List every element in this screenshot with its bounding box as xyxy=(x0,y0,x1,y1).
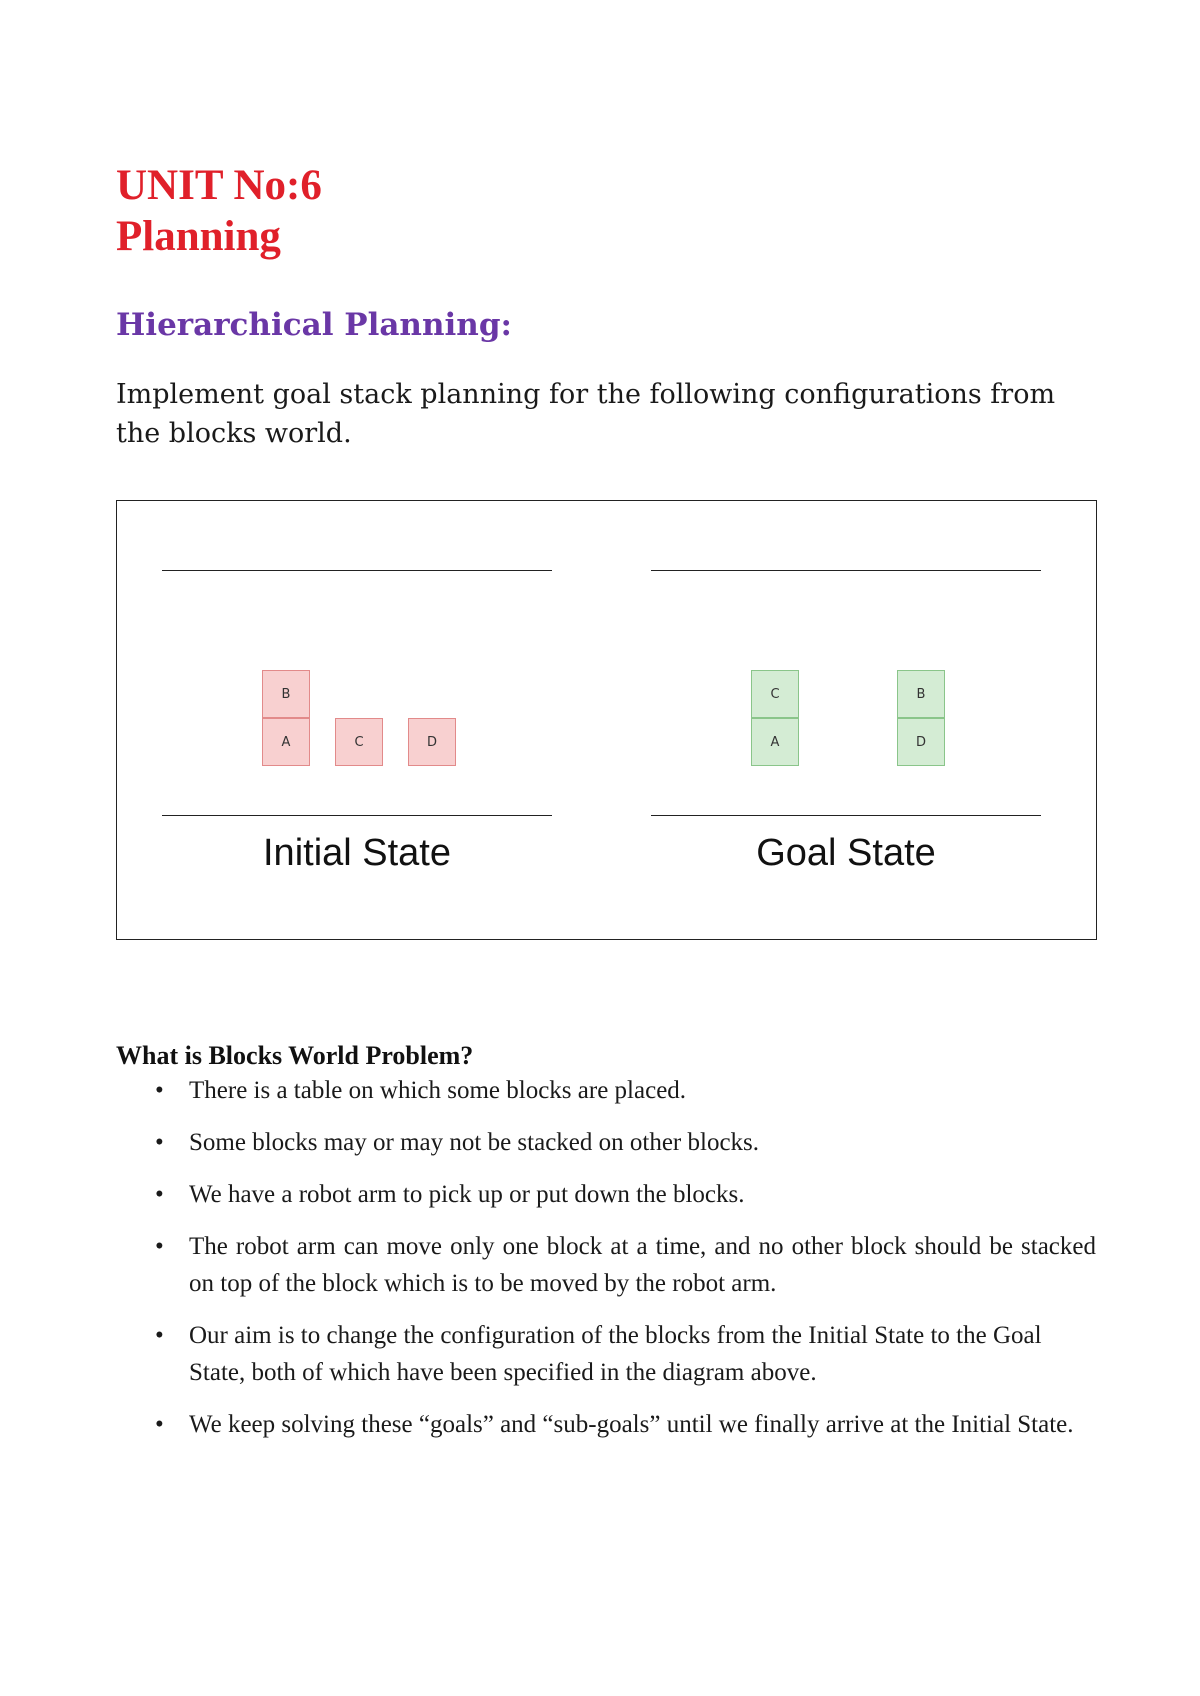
list-item-text: We keep solving these “goals” and “sub-goals” until we finally arrive at the Initial State. xyxy=(189,1411,1074,1438)
list-item-text: The robot arm can move only one block at a time, and no other block should be stacked on top of the block which is to be moved by the robot arm. xyxy=(189,1233,1096,1297)
goal-block-b: B xyxy=(897,670,945,718)
unit-title xyxy=(116,160,322,262)
section-heading: Hierarchical Planning: xyxy=(116,307,512,343)
goal-block-a: A xyxy=(751,718,799,766)
list-item-text: Our aim is to change the configuration of the blocks from the Initial State to the Goal State, both of which have been specified in the diagram above. xyxy=(189,1322,1042,1386)
intro-paragraph: Implement goal stack planning for the following configurations from the blocks world. xyxy=(116,379,1056,449)
goal-block-d: D xyxy=(897,718,945,766)
list-item-text: Some blocks may or may not be stacked on other blocks. xyxy=(189,1129,760,1156)
bullet-icon: • xyxy=(155,1322,164,1349)
list-item-text: We have a robot arm to pick up or put down the blocks. xyxy=(189,1181,745,1208)
list-item xyxy=(116,1072,1096,1109)
initial-block-c: C xyxy=(335,718,383,766)
blocks-world-question: What is Blocks World Problem? xyxy=(116,1041,474,1070)
initial-block-a: A xyxy=(262,718,310,766)
initial-table-rule xyxy=(162,815,552,816)
blocks-world-bullet-list xyxy=(116,1072,1096,1458)
initial-block-b: B xyxy=(262,670,310,718)
goal-top-rule xyxy=(651,570,1041,571)
bullet-icon: • xyxy=(155,1181,164,1208)
list-item xyxy=(116,1176,1096,1213)
blocks-world-diagram xyxy=(116,500,1097,940)
initial-block-d: D xyxy=(408,718,456,766)
list-item xyxy=(116,1406,1096,1443)
list-item-text: There is a table on which some blocks are placed. xyxy=(189,1077,687,1104)
initial-top-rule xyxy=(162,570,552,571)
bullet-icon: • xyxy=(155,1233,164,1260)
goal-state-label: Goal State xyxy=(756,832,936,874)
unit-subject: Planning xyxy=(116,213,281,260)
goal-table-rule xyxy=(651,815,1041,816)
bullet-icon: • xyxy=(155,1411,164,1438)
unit-number: UNIT No:6 xyxy=(116,162,322,209)
initial-state-label: Initial State xyxy=(263,832,451,874)
bullet-icon: • xyxy=(155,1077,164,1104)
bullet-icon: • xyxy=(155,1129,164,1156)
list-item xyxy=(116,1228,1096,1302)
list-item xyxy=(116,1124,1096,1161)
goal-block-c: C xyxy=(751,670,799,718)
list-item xyxy=(116,1317,1096,1391)
